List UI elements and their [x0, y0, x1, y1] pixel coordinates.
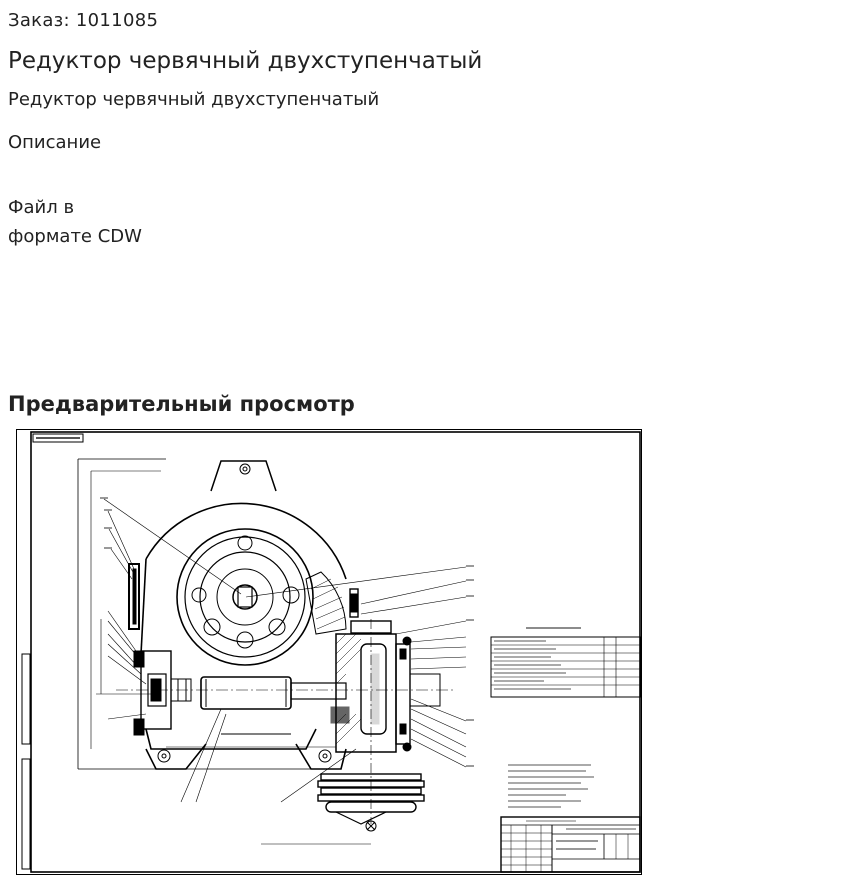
technical-drawing: [16, 429, 642, 875]
drawing-preview-image[interactable]: [16, 429, 642, 875]
file-format-text: Файл в формате CDW: [8, 197, 142, 247]
description-heading: Описание: [8, 132, 102, 153]
product-subtitle: Редуктор червячный двухступенчатый: [8, 89, 380, 110]
preview-heading: Предварительный просмотр: [8, 392, 355, 416]
page-title: Редуктор червячный двухступенчатый: [8, 48, 483, 74]
order-number: Заказ: 1011085: [8, 10, 159, 31]
